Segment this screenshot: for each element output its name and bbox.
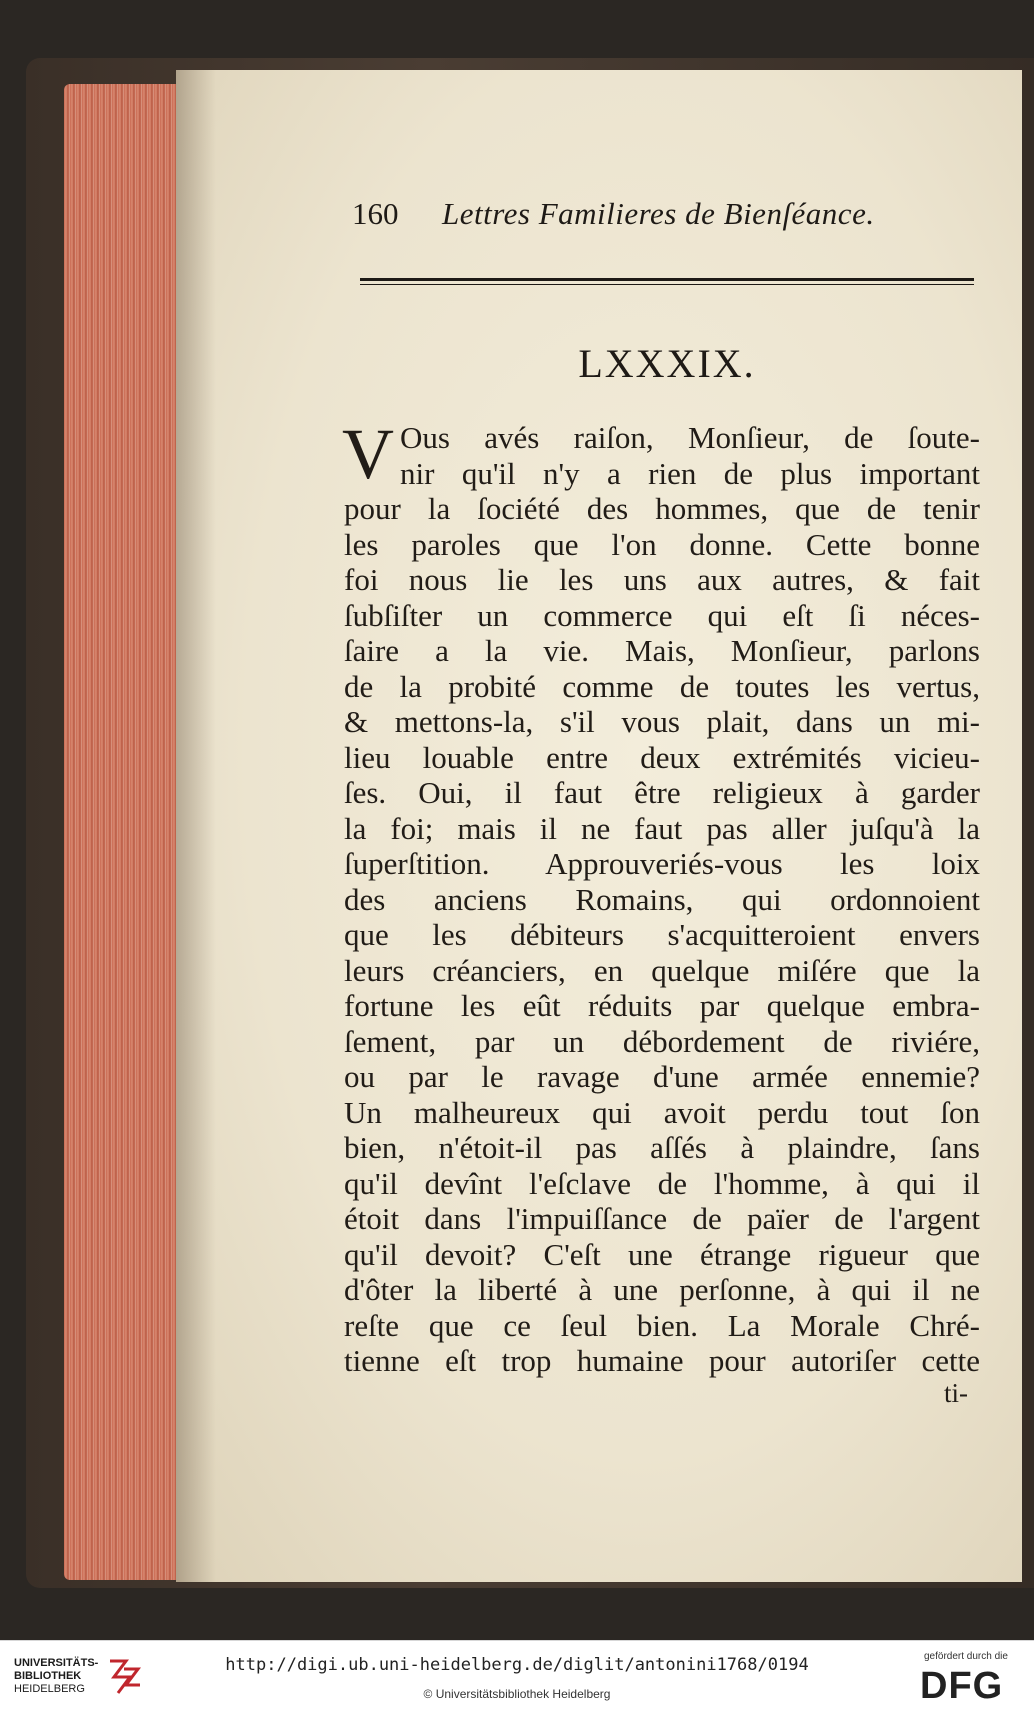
text-line: de la probité comme de toutes les vertus, [344, 668, 980, 704]
text-line: nir qu'il n'y a rien de plus important [400, 455, 980, 491]
copyright: © Universitätsbibliothek Heidelberg [423, 1687, 611, 1701]
footer-bar [0, 1640, 1034, 1716]
text-line: reſte que ce ſeul bien. La Morale Chré- [344, 1307, 980, 1343]
page-header [352, 196, 972, 242]
library-name-line1: UNIVERSITÄTS- [14, 1657, 99, 1669]
library-name-line3: HEIDELBERG [14, 1683, 85, 1695]
permalink-url[interactable]: http://digi.ub.uni-heidelberg.de/diglit/antonini1768/0194 [225, 1655, 809, 1675]
running-title: Lettres Familieres de Bienſéance. [442, 196, 875, 231]
text-line: étoit dans l'impuiſſance de païer de l'argent [344, 1201, 980, 1236]
text-line: Un malheureux qui avoit perdu tout ſon [344, 1094, 980, 1130]
text-line: ſuperſtition. Approuveriés-vous les loix [344, 846, 980, 881]
text-line: ſaire a la vie. Mais, Monſieur, parlons [344, 633, 980, 668]
page-number: 160 [352, 196, 399, 231]
text-line: fortune les eût réduits par quelque embra- [344, 988, 980, 1023]
text-line: pour la ſociété des hommes, que de tenir [344, 491, 980, 526]
text-line: foi nous lie les uns aux autres, & fait [344, 562, 980, 597]
text-line: ou par le ravage d'une armée ennemie? [344, 1059, 980, 1094]
text-line: Ous avés raiſon, Monſieur, de ſoute- [400, 420, 980, 455]
header-rule-thin [360, 284, 974, 285]
funded-by-label: gefördert durch die [924, 1651, 1008, 1662]
text-line: qu'il devînt l'eſclave de l'homme, à qui il [344, 1165, 980, 1201]
text-line: lieu louable entre deux extrémités vicieu- [344, 739, 980, 775]
text-line: & mettons-la, s'il vous plait, dans un mi- [344, 704, 980, 739]
text-line: les paroles que l'on donne. Cette bonne [344, 526, 980, 562]
text-line: que les débiteurs s'acquitteroient envers [344, 917, 980, 952]
text-line: qu'il devoit? C'eſt une étrange rigueur que [344, 1236, 980, 1272]
letter-body [342, 414, 980, 1379]
catchword: ti- [944, 1378, 968, 1408]
text-line: tienne eſt trop humaine pour autoriſer cette [344, 1343, 980, 1378]
letter-number: LXXXIX. [578, 341, 756, 386]
text-line: ſubſiſter un commerce qui eſt ſi néces- [344, 597, 980, 633]
text-line: d'ôter la liberté à une perſonne, à qui il ne [344, 1272, 980, 1307]
header-rule-thick [360, 278, 974, 281]
text-line: ſement, par un débordement de riviére, [344, 1023, 980, 1059]
drop-cap: V [342, 414, 394, 494]
text-line: des anciens Romains, qui ordonnoient [344, 881, 980, 917]
page-edges [64, 84, 176, 1580]
text-line: leurs créanciers, en quelque miſére que la [344, 952, 980, 988]
text-line: bien, n'étoit-il pas aſſés à plaindre, ſans [344, 1130, 980, 1165]
page-gutter-shadow [176, 70, 216, 1582]
text-line: ſes. Oui, il faut être religieux à garder [344, 775, 980, 810]
dfg-logo: DFG [920, 1665, 1004, 1707]
text-line: la foi; mais il ne faut pas aller juſqu'à la [344, 810, 980, 846]
library-name-line2: BIBLIOTHEK [14, 1670, 82, 1682]
